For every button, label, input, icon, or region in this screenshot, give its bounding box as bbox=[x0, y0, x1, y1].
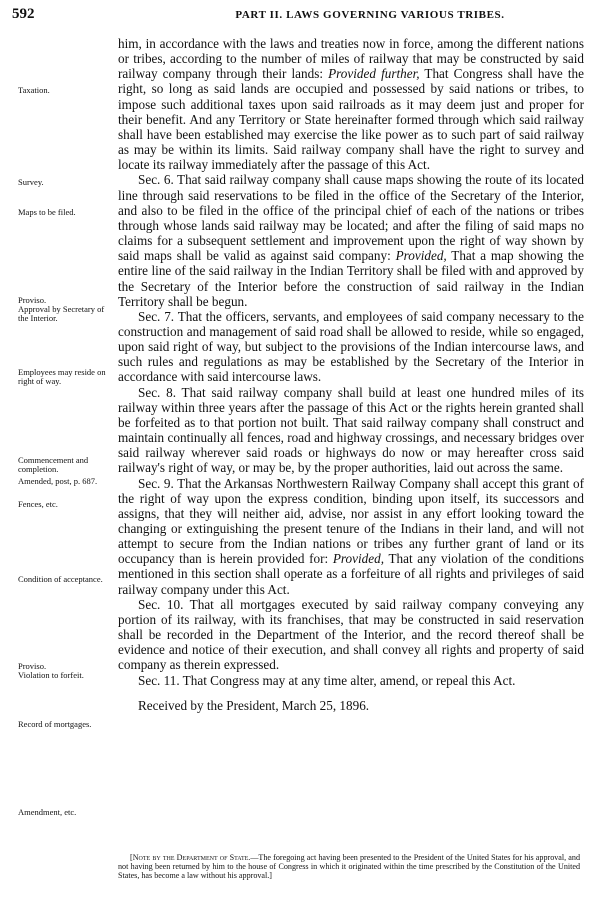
margin-note-proviso-1: Proviso. bbox=[18, 295, 47, 305]
margin-note-taxation: Taxation. bbox=[18, 85, 50, 95]
paragraph-sec-11: Sec. 11. That Congress may at any time alter, amend, or repeal this Act. bbox=[138, 672, 516, 688]
margin-note-fences: Fences, etc. bbox=[18, 499, 58, 509]
paragraph-continuation: him, in accordance with the laws and treaties now in force, among the different nations or tribes, according to the number of miles of railway that may be constructed by said railway company through their lands: Provided further, That Congress shall have the right, so long as said lands are occupied and possessed by said nations or tribes, to impose such additional taxes upon said railroads as it may deem just and proper for their benefit. And any Territory or State hereinafter formed through which said railway shall have been established may exercise the like power as to such part of said railway as may be within its limits. Said railway company shall have the right to survey and locate its railway immediately after the passage of this Act. bbox=[118, 36, 584, 173]
margin-note-violation: Violation to forfeit. bbox=[18, 670, 84, 680]
page-header bbox=[0, 6, 600, 26]
paragraph-sec-10: Sec. 10. That all mortgages executed by said railway company conveying any portion of its railway, with its franchises, that may be constructed in said reservation shall be recorded in the Department of the Interior, and the record thereof shall be evidence and notice of their execution, and shall convey all rights and property of said company as therein expressed. bbox=[118, 596, 584, 673]
footnote: [Note by the Department of State.—The foregoing act having been presented to the President of the United States for his approval, and not having been returned by him to the house of Congress in which it originated within the time prescribed by the Constitution of the United States, has become a law without his approval.] bbox=[118, 853, 580, 881]
margin-note-mortgages: Record of mortgages. bbox=[18, 719, 92, 729]
paragraph-sec-9: Sec. 9. That the Arkansas Northwestern Railway Company shall accept this grant of the right of way upon the express condition, binding upon itself, its successors and assigns, that they will neither aid, advise, nor assist in any effort looking toward the changing or extinguishing the present tenure of the Indians in their land, and will not attempt to secure from the Indian nations or tribes any further grant of land or its occupancy than is herein provided for: Provided, That any violation of the conditions mentioned in this section shall operate as a forfeiture of all rights and privileges of said railway company under this Act. bbox=[118, 475, 584, 597]
margin-note-condition: Condition of acceptance. bbox=[18, 574, 103, 584]
margin-note-survey: Survey. bbox=[18, 177, 44, 187]
received-line: Received by the President, March 25, 1896. bbox=[138, 697, 370, 713]
statute-text bbox=[118, 36, 584, 713]
paragraph-sec-8: Sec. 8. That said railway company shall build at least one hundred miles of its railway within three years after the passage of this Act or the rights herein granted shall be forfeited as to that portion not built. That said railway company shall construct and maintain continually all fences, road and highway crossings, and necessary bridges over said railway wherever said roads or highways do now or may hereafter cross said railway's right of way, or may be, by the proper authorities, laid out across the same. bbox=[118, 384, 584, 476]
margin-note-commencement: Commencement and completion. bbox=[18, 455, 89, 474]
margin-note-approval: Approval by Secretary of the Interior. bbox=[18, 304, 105, 323]
margin-note-employees: Employees may reside on right of way. bbox=[18, 367, 106, 386]
margin-note-amendment: Amendment, etc. bbox=[18, 807, 77, 817]
margin-note-maps: Maps to be filed. bbox=[18, 207, 76, 217]
running-title: PART II. LAWS GOVERNING VARIOUS TRIBES. bbox=[235, 9, 505, 21]
margin-note-proviso-2: Proviso. bbox=[18, 661, 47, 671]
paragraph-sec-6: Sec. 6. That said railway company shall cause maps showing the route of its located line through said reservations to be filed in the office of the Secretary of the Interior, and also to be filed in the office of the principal chief of each of the nations or tribes through whose lands said railway may be located; and after the filing of said maps no claims for a subsequent settlement and improvement upon the right of way shown by said maps shall be valid as against said company: Provided, That a map showing the entire line of the said railway in the Indian Territory shall be filed with and approved by the Secretary of the Interior before the construction of said railway in the Indian Territory shall be begun. bbox=[118, 172, 584, 309]
paragraph-sec-7: Sec. 7. That the officers, servants, and employees of said company necessary to the construction and management of said road shall be allowed to reside, while so engaged, upon said right of way, but subject to the provisions of the Indian intercourse laws, and such rules and regulations as may be established by the Secretary of the Interior in accordance with said intercourse laws. bbox=[118, 308, 584, 385]
page-number: 592 bbox=[12, 6, 35, 22]
margin-note-amended: Amended, post, p. 687. bbox=[18, 476, 98, 486]
